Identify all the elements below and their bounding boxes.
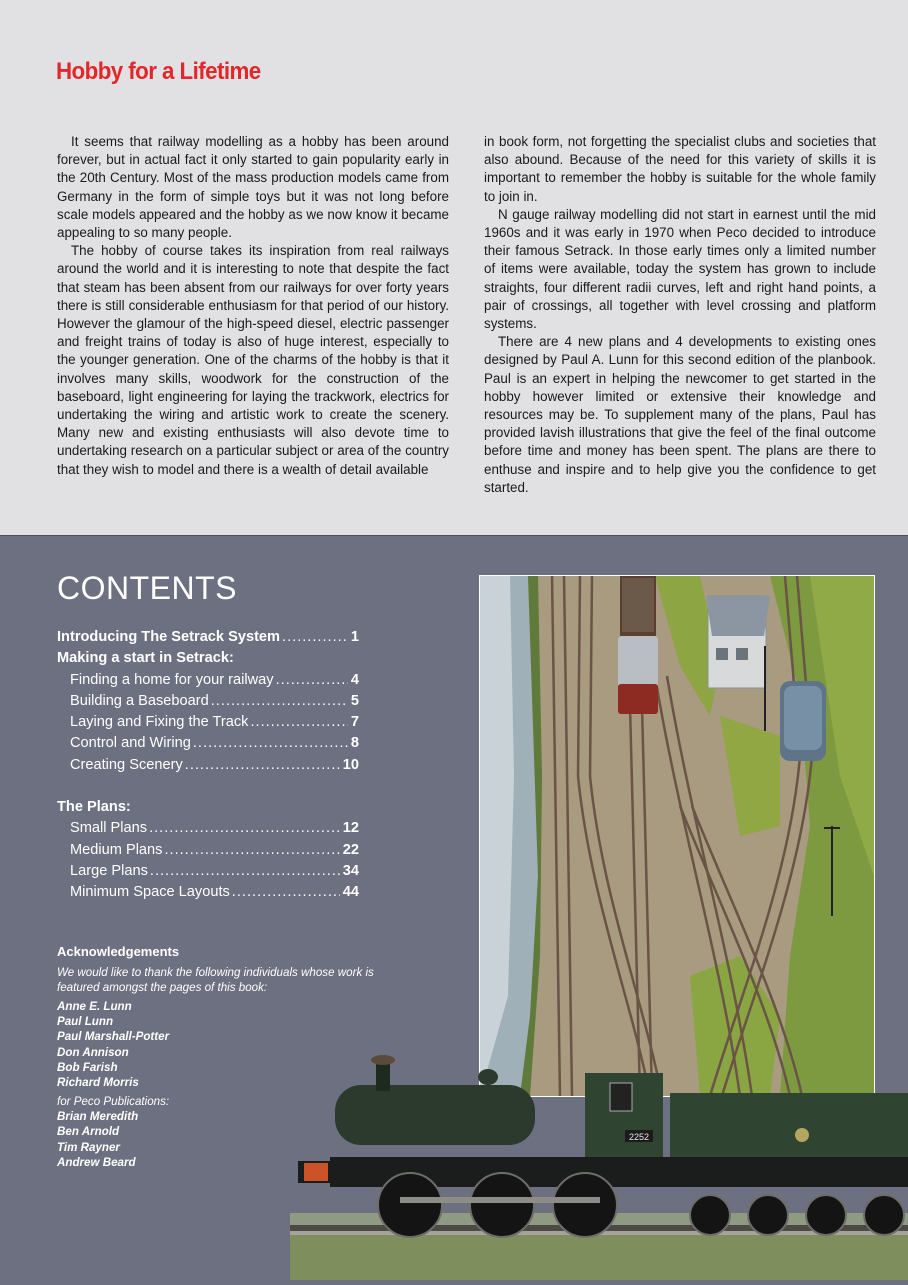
contributor-name: Anne E. Lunn	[57, 1000, 132, 1013]
toc-entry-page: 12	[342, 820, 359, 837]
toc-entry[interactable]	[57, 714, 359, 735]
peco-name: Tim Rayner	[57, 1140, 120, 1154]
toc-entry[interactable]	[57, 863, 359, 884]
toc-entry-label: Building a Baseboard	[70, 692, 209, 709]
toc-entry-label: Medium Plans	[70, 841, 163, 858]
toc-entry-page: 4	[350, 671, 359, 688]
table-of-contents	[57, 629, 359, 906]
peco-name: Ben Arnold	[57, 1125, 120, 1139]
toc-entry-page: 8	[350, 735, 359, 752]
toc-entry[interactable]	[57, 693, 359, 714]
toc-entry-label: Creating Scenery	[70, 756, 183, 773]
toc-entry-page: 5	[350, 692, 359, 709]
intro-paragraph: N gauge railway modelling did not start in earnest until the mid 1960s and it was early in 1970 when Peco decided to introduce their famous Setrack. In those early times only a limited number of items were available, today the system has grown to include straights, four different radii curves, left and right hand points, a pair of crossings, all together with level crossing and platform systems.	[484, 206, 876, 332]
toc-section-heading: Making a start in Setrack:	[57, 650, 234, 667]
toc-entry[interactable]	[57, 842, 359, 863]
contributor-name: Bob Farish	[57, 1060, 118, 1074]
locomotive-number: 2252	[628, 1132, 650, 1142]
toc-entry[interactable]	[57, 672, 359, 693]
intro-paragraph: in book form, not forgetting the specialist clubs and societies that also abound. Because of the need for this variety of skills it is important to remember the hobby is suitable for the whole family to join in.	[484, 134, 876, 204]
toc-entry-label: Small Plans	[70, 820, 148, 837]
toc-entry-page: 22	[342, 841, 359, 858]
toc-entry[interactable]	[57, 735, 359, 756]
contributor-name: Paul Marshall-Potter	[57, 1030, 170, 1044]
intro-paragraph: It seems that railway modelling as a hobby has been around forever, but in actual fact it only started to gain popularity early in the 20th Century. Most of the mass production models came from Germany in the form of simple toys but it was not long before scale models appeared and the hobby as we now know it became appealing to so many people.	[57, 134, 449, 241]
contents-title: CONTENTS	[57, 570, 237, 606]
peco-intro: for Peco Publications:	[57, 1095, 170, 1109]
contributor-name: Richard Morris	[57, 1076, 139, 1090]
acknowledgements-title: Acknowledgements	[57, 944, 180, 959]
toc-entry-label: Laying and Fixing the Track	[70, 714, 249, 731]
toc-entry-page: 7	[350, 714, 359, 731]
contributor-name: Paul Lunn	[57, 1015, 114, 1029]
toc-entry-page: 34	[342, 862, 359, 879]
page-title: Hobby for a Lifetime	[56, 58, 261, 85]
toc-entry-label: Introducing The Setrack System	[57, 629, 281, 645]
peco-name: Andrew Beard	[57, 1155, 136, 1169]
toc-entry[interactable]	[57, 820, 359, 841]
toc-entry[interactable]	[57, 757, 359, 778]
toc-entry-label: Finding a home for your railway	[70, 671, 274, 688]
contributor-name: Don Annison	[57, 1045, 129, 1059]
intro-right-column	[484, 133, 876, 497]
toc-entry-label: Control and Wiring	[70, 735, 191, 752]
locomotive-image	[290, 1045, 908, 1280]
intro-section	[0, 0, 908, 536]
toc-entry-label: Minimum Space Layouts	[70, 884, 230, 901]
toc-entry[interactable]	[57, 629, 359, 650]
layout-photo	[479, 575, 875, 1097]
toc-entry[interactable]	[57, 884, 359, 905]
toc-entry-page: 10	[342, 756, 359, 773]
toc-section-heading: The Plans:	[57, 799, 131, 816]
toc-entry-label: Large Plans	[70, 862, 148, 879]
intro-paragraph: There are 4 new plans and 4 developments to existing ones designed by Paul A. Lunn for this second edition of the planbook. Paul is an expert in helping the newcomer to get started in the hobby however limited or extensive their knowledge and resources may be. To supplement many of the plans, Paul has provided lavish illustrations that give the feel of the final outcome before time and money has been spent. The plans are there to enthuse and inspire and to help give you the confidence to get started.	[484, 334, 876, 495]
peco-name: Brian Meredith	[57, 1110, 139, 1124]
toc-entry-page: 1	[350, 629, 359, 645]
intro-paragraph: The hobby of course takes its inspiration from real railways around the world and it is interesting to note that despite the fact that steam has been absent from our railways for over forty years there is still considerable enthusiasm for that period of our history. However the glamour of the high-speed diesel, electric passenger and freight trains of today is also of huge interest, especially to the younger generation. One of the charms of the hobby is that it involves many skills, woodwork for the construction of the baseboard, light engineering for laying the trackwork, electrics for undertaking the wiring and artistic work to create the scenery. Many new and existing enthusiasts will also devote time to undertaking research on a particular subject or area of the country that they wish to model and there is a wealth of detail available	[57, 243, 449, 477]
toc-entry-page: 44	[342, 884, 359, 901]
intro-left-column	[57, 133, 449, 479]
acknowledgements-intro: We would like to thank the following individuals whose work is featured amongst the pages of this book:	[57, 966, 374, 994]
